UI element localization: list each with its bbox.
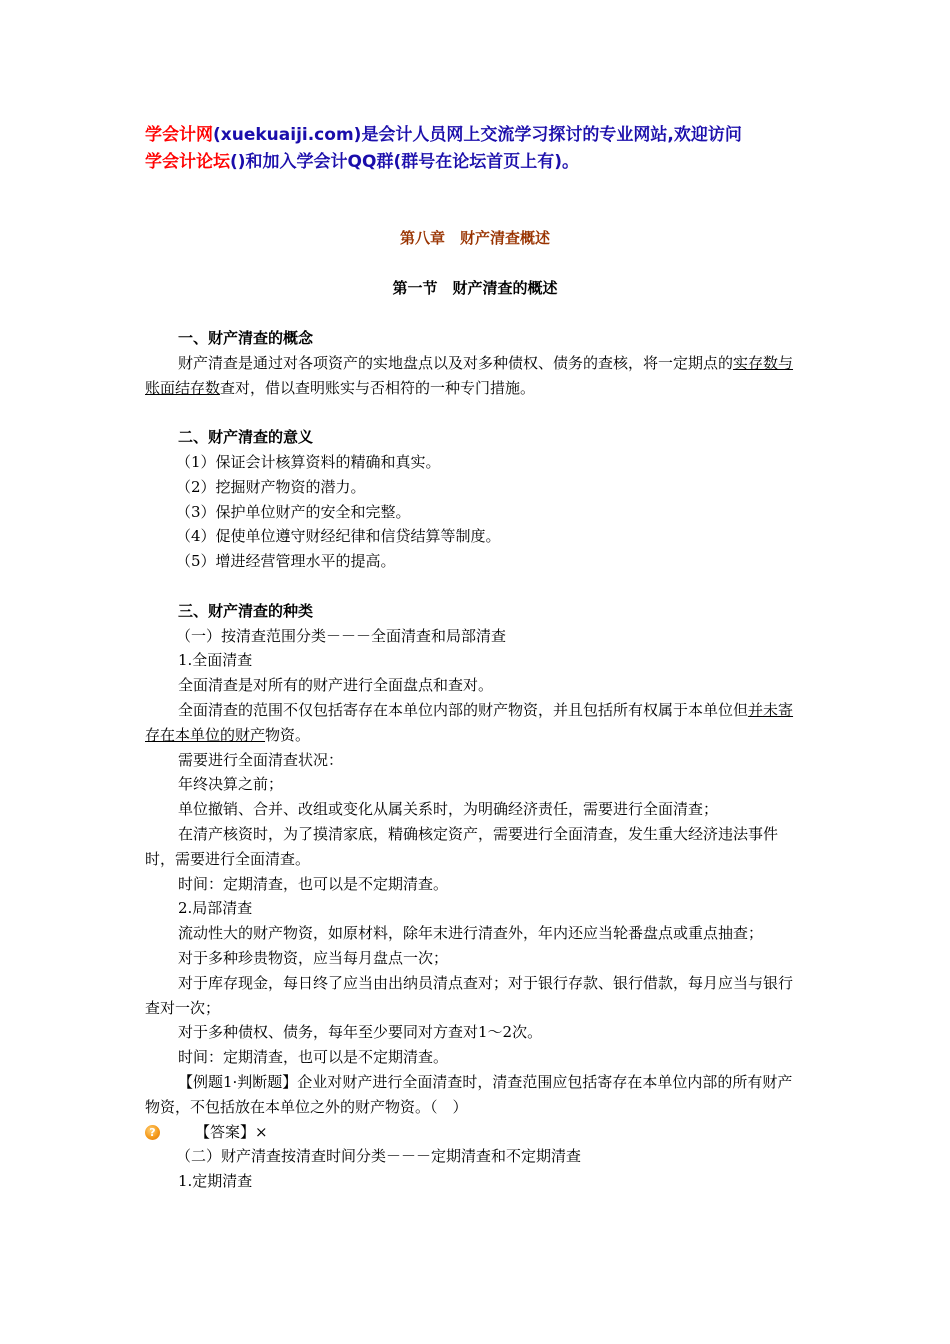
answer-text: 【答案】× — [195, 1122, 268, 1141]
list-item: （3）保护单位财产的安全和完整。 — [176, 502, 411, 521]
list-item: 在清产核资时，为了摸清家底，精确核定资产，需要进行全面清查，发生重大经济违法事件时，需要进行全面清查。 — [145, 824, 779, 868]
site-banner — [145, 122, 815, 176]
list-item: （4）促使单位遵守财经纪律和信贷结算等制度。 — [176, 527, 501, 546]
full-check-scope — [145, 698, 807, 748]
full-check-definition: 全面清查是对所有的财产进行全面盘点和查对。 — [178, 676, 494, 695]
banner-text-2: ()和加入学会计QQ群(群号在论坛首页上有)。 — [230, 152, 579, 172]
full-check-time: 时间：定期清查，也可以是不定期清查。 — [178, 874, 449, 893]
text: 全面清查的范围不仅包括寄存在本单位内部的财产物资，并且包括所有权属于本单位但 — [178, 700, 749, 719]
list-item: 对于多种债权、债务，每年至少要同对方查对1～2次。 — [178, 1023, 543, 1042]
partial-check-title: 2.局部清查 — [178, 899, 253, 918]
full-check-title: 1.全面清查 — [178, 651, 253, 670]
heading-concept: 一、财产清查的概念 — [178, 329, 314, 347]
example-question: 【例题1·判断题】企业对财产进行全面清查时，清查范围应包括寄存在本单位内部的所有财产物资，不包括放在本单位之外的财产物资。（ ） — [145, 1072, 793, 1116]
document-body — [145, 326, 807, 1194]
banner-text: 是会计人员网上交流学习探讨的专业网站,欢迎访问 — [361, 125, 742, 145]
heading-significance: 二、财产清查的意义 — [178, 428, 314, 447]
section-title: 第一节 财产清查的概述 — [392, 279, 558, 297]
list-item: 年终决算之前； — [178, 775, 284, 794]
list-item: （5）增进经营管理水平的提高。 — [176, 552, 396, 571]
full-check-cases-intro: 需要进行全面清查状况： — [178, 750, 344, 769]
heading-types: 三、财产清查的种类 — [178, 601, 314, 620]
forum-link[interactable]: 学会计论坛 — [145, 152, 230, 172]
site-name: 学会计网 — [145, 125, 213, 145]
list-item: 单位撤销、合并、改组或变化从属关系时，为明确经济责任，需要进行全面清查； — [178, 800, 719, 819]
underlined-text: 并未寄存在本单位的财产 — [145, 700, 794, 744]
underlined-text: 实存数与账面结存数 — [145, 353, 794, 397]
partial-check-time: 时间：定期清查，也可以是不定期清查。 — [178, 1048, 449, 1067]
list-item: （1）保证会计核算资料的精确和真实。 — [176, 452, 441, 471]
list-item: 对于多种珍贵物资，应当每月盘点一次； — [178, 948, 449, 967]
answer-row — [145, 1120, 807, 1145]
subheading-time: （二）财产清查按清查时间分类－－－定期清查和不定期清查 — [176, 1147, 582, 1166]
list-item: （2）挖掘财产物资的潜力。 — [176, 477, 366, 496]
chapter-title: 第八章 财产清查概述 — [399, 229, 550, 247]
regular-check-title: 1.定期清查 — [178, 1172, 253, 1191]
subheading-scope: （一）按清查范围分类－－－全面清查和局部清查 — [176, 626, 507, 645]
question-icon[interactable]: ? — [145, 1125, 160, 1140]
paragraph-concept — [145, 351, 807, 401]
list-item: 流动性大的财产物资，如原材料，除年末进行清查外，年内还应当轮番盘点或重点抽查； — [178, 924, 764, 943]
text: 查对，借以查明账实与否相符的一种专门措施。 — [220, 378, 536, 397]
site-url[interactable]: (xuekuaiji.com) — [213, 125, 362, 145]
text: 财产清查是通过对各项资产的实地盘点以及对多种债权、债务的查核，将一定期点的 — [178, 353, 734, 372]
text: 物资。 — [265, 725, 311, 744]
list-item: 对于库存现金，每日终了应当由出纳员清点查对；对于银行存款、银行借款，每月应当与银行查对一次； — [145, 973, 794, 1017]
